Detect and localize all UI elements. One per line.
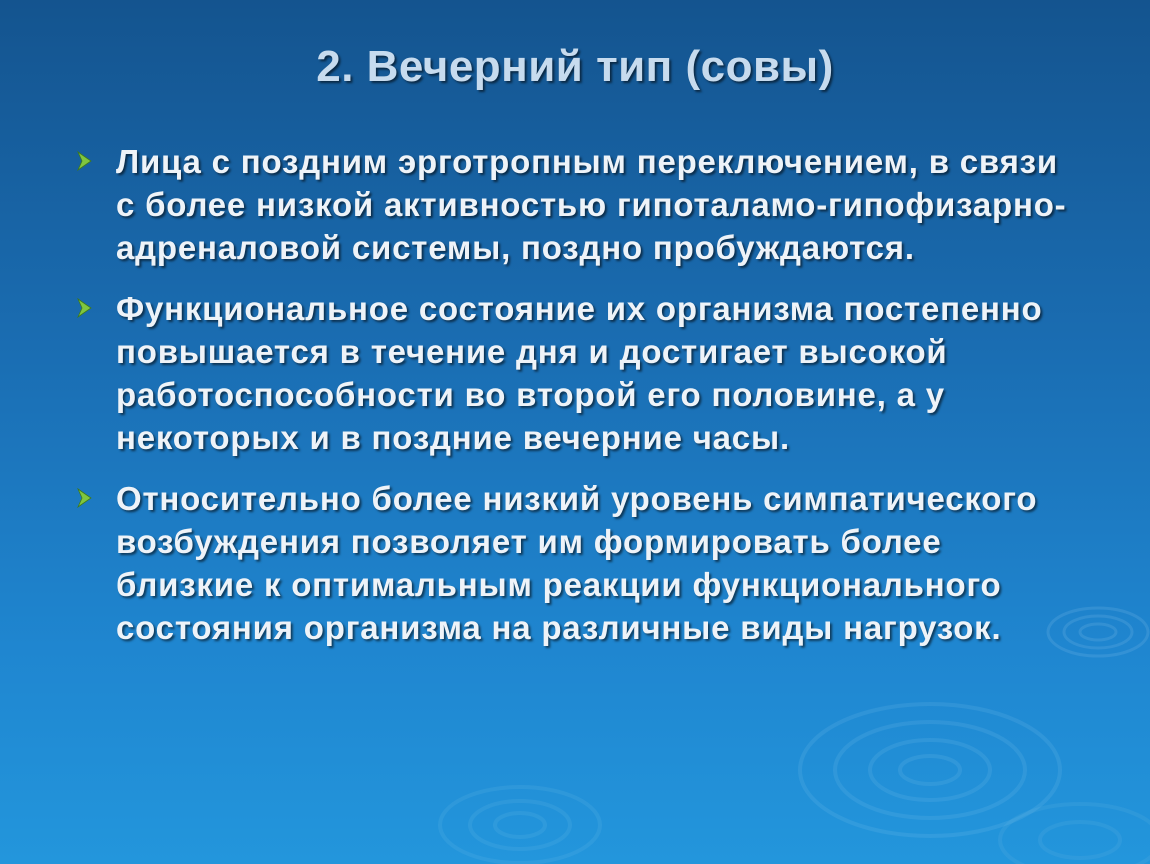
- chevron-right-icon: [74, 297, 96, 319]
- chevron-right-icon: [74, 487, 96, 509]
- bullet-item: [72, 287, 1082, 459]
- bullet-item: [72, 140, 1082, 269]
- bullet-list: [72, 140, 1082, 667]
- chevron-right-icon: [74, 150, 96, 172]
- bullet-text: Лица с поздним эрготропным переключением, в связи с более низкой активностью гипоталамо-гипофизарно-адреналовой системы, поздно пробуждаются.: [116, 143, 1067, 266]
- bullet-item: [72, 477, 1082, 649]
- bullet-text: Функциональное состояние их организма постепенно повышается в течение дня и достигает высокой работоспособности во второй его половине, а у некоторых и в поздние вечерние часы.: [116, 290, 1043, 456]
- bullet-text: Относительно более низкий уровень симпатического возбуждения позволяет им формировать более близкие к оптимальным реакции функционального состояния организма на различные виды нагрузок.: [116, 480, 1038, 646]
- slide-title: 2. Вечерний тип (совы): [316, 42, 834, 91]
